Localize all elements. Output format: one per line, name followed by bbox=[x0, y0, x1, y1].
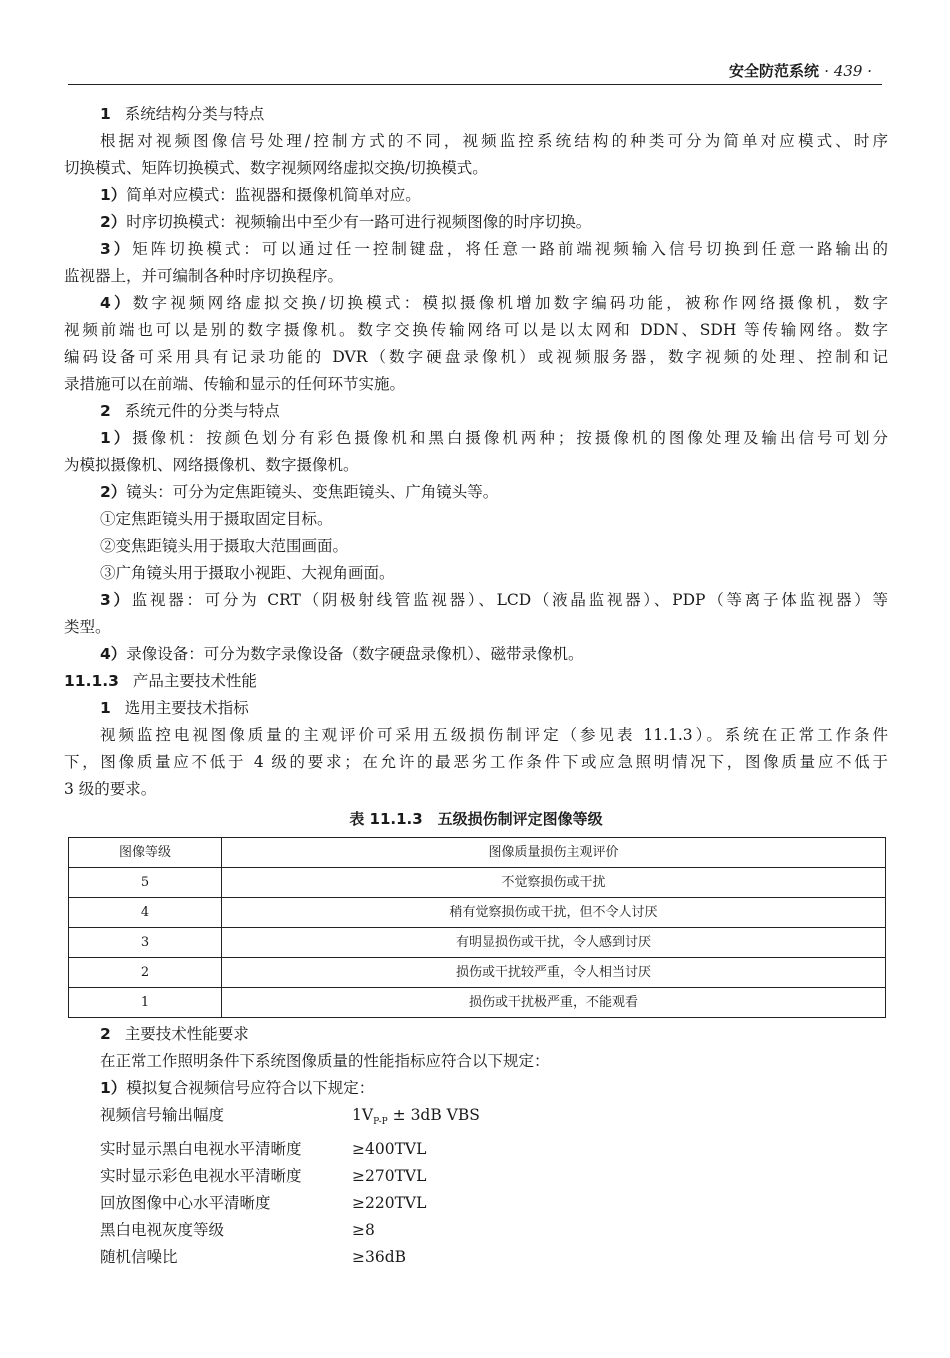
spec-value: $1V_{P-P} \pm 3dB$ VBS bbox=[352, 1106, 480, 1128]
spec-value: ≥220TVL bbox=[352, 1194, 427, 1213]
col-header-desc: 图像质量损伤主观评价 bbox=[222, 838, 886, 868]
list-item-cont: 视频前端也可以是别的数字摄像机。数字交换传输网络可以是以太网和 DDN、SDH 等传输网络。数字 bbox=[64, 321, 888, 339]
sub-item: ②变焦距镜头用于摄取大范围画面。 bbox=[100, 537, 349, 555]
grade-cell: 2 bbox=[69, 958, 222, 988]
list-item: 1）简单对应模式：监视器和摄像机简单对应。 bbox=[100, 186, 421, 204]
spec-row bbox=[64, 1102, 888, 1136]
grade-table bbox=[68, 837, 886, 1018]
paragraph-line: 在正常工作照明条件下系统图像质量的性能指标应符合以下规定： bbox=[100, 1052, 550, 1070]
table-row bbox=[69, 988, 886, 1018]
spec-value: ≥400TVL bbox=[352, 1140, 427, 1159]
table-row bbox=[69, 958, 886, 988]
header-text bbox=[729, 60, 872, 81]
table-caption: 表 11.1.3 五级损伤制评定图像等级 bbox=[349, 810, 603, 828]
spec-row bbox=[64, 1217, 888, 1244]
grade-cell: 3 bbox=[69, 928, 222, 958]
running-header bbox=[68, 58, 882, 84]
subsection-heading: 11.1.3 产品主要技术性能 bbox=[64, 672, 257, 690]
paragraph-line: 视频监控电视图像质量的主观评价可采用五级损伤制评定（参见表 11.1.3）。系统在正常工作条件 bbox=[100, 726, 888, 744]
list-item: 1）模拟复合视频信号应符合以下规定： bbox=[100, 1079, 375, 1097]
spec-row bbox=[64, 1190, 888, 1217]
table-row bbox=[69, 928, 886, 958]
table-row bbox=[69, 868, 886, 898]
list-item-cont: 为模拟摄像机、网络摄像机、数字摄像机。 bbox=[64, 456, 359, 474]
list-item: 2）时序切换模式：视频输出中至少有一路可进行视频图像的时序切换。 bbox=[100, 213, 592, 231]
paragraph-line: 3 级的要求。 bbox=[64, 780, 157, 798]
spec-row bbox=[64, 1136, 888, 1163]
paragraph-line: 切换模式、矩阵切换模式、数字视频网络虚拟交换/切换模式。 bbox=[64, 159, 488, 177]
sub-item: ①定焦距镜头用于摄取固定目标。 bbox=[100, 510, 333, 528]
desc-cell: 损伤或干扰极严重，不能观看 bbox=[222, 988, 886, 1018]
spec-label: 黑白电视灰度等级 bbox=[100, 1221, 225, 1240]
list-item-cont: 录措施可以在前端、传输和显示的任何环节实施。 bbox=[64, 375, 406, 393]
spec-label: 视频信号输出幅度 bbox=[100, 1106, 225, 1124]
spec-label: 实时显示彩色电视水平清晰度 bbox=[100, 1167, 302, 1186]
spec-label: 随机信噪比 bbox=[100, 1248, 178, 1267]
header-title: 安全防范系统 bbox=[729, 62, 820, 80]
desc-cell: 稍有觉察损伤或干扰，但不令人讨厌 bbox=[222, 898, 886, 928]
list-item: 4）数字视频网络虚拟交换/切换模式：模拟摄像机增加数字编码功能，被称作网络摄像机，数字 bbox=[100, 294, 888, 312]
paragraph-line: 下，图像质量应不低于 4 级的要求；在允许的最恶劣工作条件下或应急照明情况下，图像质量应不低于 bbox=[64, 753, 888, 771]
desc-cell: 损伤或干扰较严重，令人相当讨厌 bbox=[222, 958, 886, 988]
paragraph-line: 根据对视频图像信号处理/控制方式的不同，视频监控系统结构的种类可分为简单对应模式、时序 bbox=[100, 132, 888, 150]
spec-value: ≥36dB bbox=[352, 1248, 407, 1267]
page-body bbox=[64, 101, 888, 1271]
header-rule bbox=[68, 84, 882, 85]
list-item: 3）监视器：可分为 CRT（阴极射线管监视器）、LCD（液晶监视器）、PDP（等离子体监视器）等 bbox=[100, 591, 888, 609]
page-number: · 439 · bbox=[824, 62, 872, 80]
list-item: 2）镜头：可分为定焦距镜头、变焦距镜头、广角镜头等。 bbox=[100, 483, 499, 501]
list-item-cont: 监视器上，并可编制各种时序切换程序。 bbox=[64, 267, 344, 285]
grade-cell: 1 bbox=[69, 988, 222, 1018]
spec-value: ≥270TVL bbox=[352, 1167, 427, 1186]
col-header-grade: 图像等级 bbox=[69, 838, 222, 868]
list-item: 1）摄像机：按颜色划分有彩色摄像机和黑白摄像机两种；按摄像机的图像处理及输出信号可划分 bbox=[100, 429, 888, 447]
desc-cell: 有明显损伤或干扰，令人感到讨厌 bbox=[222, 928, 886, 958]
spec-label: 实时显示黑白电视水平清晰度 bbox=[100, 1140, 302, 1159]
spec-row bbox=[64, 1244, 888, 1271]
spec-row bbox=[64, 1163, 888, 1190]
desc-cell: 不觉察损伤或干扰 bbox=[222, 868, 886, 898]
list-item: 3）矩阵切换模式：可以通过任一控制键盘，将任意一路前端视频输入信号切换到任意一路输出的 bbox=[100, 240, 888, 258]
table-row bbox=[69, 898, 886, 928]
table-header-row bbox=[69, 838, 886, 868]
list-item-cont: 类型。 bbox=[64, 618, 111, 636]
section-heading: 1 选用主要技术指标 bbox=[100, 699, 249, 717]
spec-label: 回放图像中心水平清晰度 bbox=[100, 1194, 271, 1213]
section-heading: 2 系统元件的分类与特点 bbox=[100, 402, 280, 420]
section-heading: 1 系统结构分类与特点 bbox=[100, 105, 265, 123]
sub-item: ③广角镜头用于摄取小视距、大视角画面。 bbox=[100, 564, 395, 582]
grade-cell: 5 bbox=[69, 868, 222, 898]
spec-value: ≥8 bbox=[352, 1221, 375, 1240]
list-item: 4）录像设备：可分为数字录像设备（数字硬盘录像机）、磁带录像机。 bbox=[100, 645, 584, 663]
grade-cell: 4 bbox=[69, 898, 222, 928]
section-heading: 2 主要技术性能要求 bbox=[100, 1025, 249, 1043]
list-item-cont: 编码设备可采用具有记录功能的 DVR（数字硬盘录像机）或视频服务器，数字视频的处理、控制和记 bbox=[64, 348, 888, 366]
